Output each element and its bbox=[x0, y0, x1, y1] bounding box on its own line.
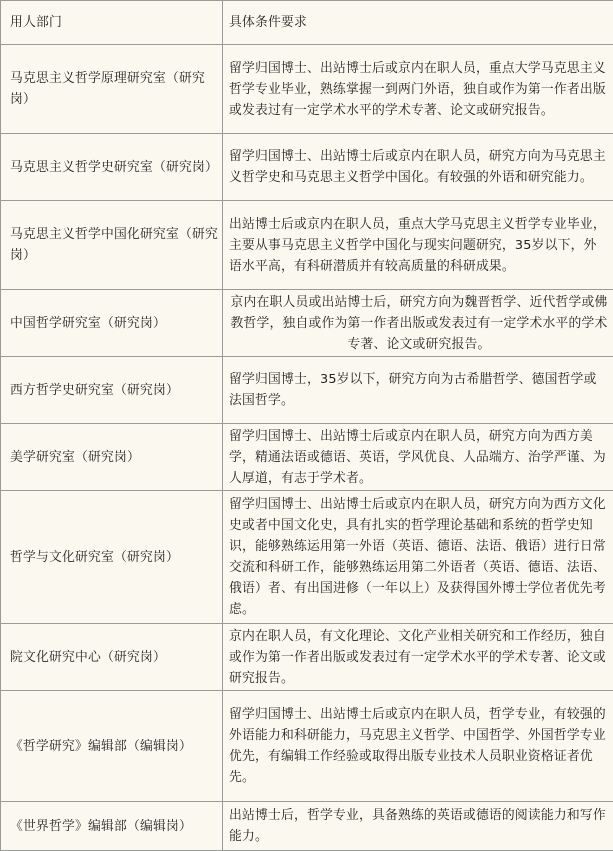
department-cell: 马克思主义哲学原理研究室（研究岗） bbox=[1, 45, 223, 134]
requirements-cell: 出站博士后或京内在职人员，重点大学马克思主义哲学专业毕业，主要从事马克思主义哲学中国化与现实问题研究，35岁以下，外语水平高，有科研潜质并有较高质量的科研成果。 bbox=[223, 201, 613, 290]
requirements-cell: 留学归国博士、出站博士后或京内在职人员，研究方向为西方文化史或者中国文化史，具有扎实的哲学理论基础和系统的哲学史知识，能够熟练运用第一外语（英语、德语、法语、俄语）进行日常交流和科研工作，能够熟练运用第二外语者（英语、德语、法语、俄语）者、有出国进修（一年以上）及获得国外博士学位者优先考虑。 bbox=[223, 491, 613, 624]
table-header-row bbox=[1, 1, 613, 45]
requirements-cell: 留学归国博士、出站博士后或京内在职人员，重点大学马克思主义哲学专业毕业，熟练掌握一到两门外语，独自或作为第一作者出版或发表过有一定学术水平的学术专著、论文或研究报告。 bbox=[223, 45, 613, 134]
table-row bbox=[1, 802, 613, 851]
requirements-cell: 出站博士后，哲学专业，具备熟练的英语或德语的阅读能力和写作能力。 bbox=[223, 802, 613, 851]
table-row bbox=[1, 691, 613, 802]
table-row bbox=[1, 201, 613, 290]
table-row bbox=[1, 624, 613, 691]
table-row bbox=[1, 424, 613, 491]
department-cell: 《哲学研究》编辑部（编辑岗） bbox=[1, 691, 223, 802]
table-row bbox=[1, 134, 613, 201]
requirements-cell: 留学归国博士、出站博士后或京内在职人员，研究方向为马克思主义哲学史和马克思主义哲学中国化。有较强的外语和研究能力。 bbox=[223, 134, 613, 201]
department-cell: 美学研究室（研究岗） bbox=[1, 424, 223, 491]
requirements-cell: 京内在职人员或出站博士后，研究方向为魏晋哲学、近代哲学或佛教哲学，独自或作为第一作者出版或发表过有一定学术水平的学术专著、论文或研究报告。 bbox=[223, 290, 613, 357]
header-requirements: 具体条件要求 bbox=[223, 1, 613, 45]
table-row bbox=[1, 491, 613, 624]
department-cell: 中国哲学研究室（研究岗） bbox=[1, 290, 223, 357]
department-cell: 院文化研究中心（研究岗） bbox=[1, 624, 223, 691]
requirements-cell: 留学归国博士、出站博士后或京内在职人员，研究方向为西方美学，精通法语或德语、英语，学风优良、人品端方、治学严谨、为人厚道，有志于学术者。 bbox=[223, 424, 613, 491]
table-row bbox=[1, 45, 613, 134]
department-cell: 马克思主义哲学史研究室（研究岗） bbox=[1, 134, 223, 201]
header-department: 用人部门 bbox=[1, 1, 223, 45]
requirements-cell: 留学归国博士，35岁以下，研究方向为古希腊哲学、德国哲学或法国哲学。 bbox=[223, 357, 613, 424]
table-row bbox=[1, 357, 613, 424]
table-row bbox=[1, 290, 613, 357]
department-cell: 《世界哲学》编辑部（编辑岗） bbox=[1, 802, 223, 851]
department-cell: 马克思主义哲学中国化研究室（研究岗） bbox=[1, 201, 223, 290]
department-cell: 哲学与文化研究室（研究岗） bbox=[1, 491, 223, 624]
department-cell: 西方哲学史研究室（研究岗） bbox=[1, 357, 223, 424]
requirements-cell: 京内在职人员，有文化理论、文化产业相关研究和工作经历，独自或作为第一作者出版或发表过有一定学术水平的学术专著、论文或研究报告。 bbox=[223, 624, 613, 691]
requirements-cell: 留学归国博士、出站博士后或京内在职人员，哲学专业，有较强的外语能力和科研能力，马克思主义哲学、中国哲学、外国哲学专业优先，有编辑工作经验或取得出版专业技术人员职业资格证者优先。 bbox=[223, 691, 613, 802]
